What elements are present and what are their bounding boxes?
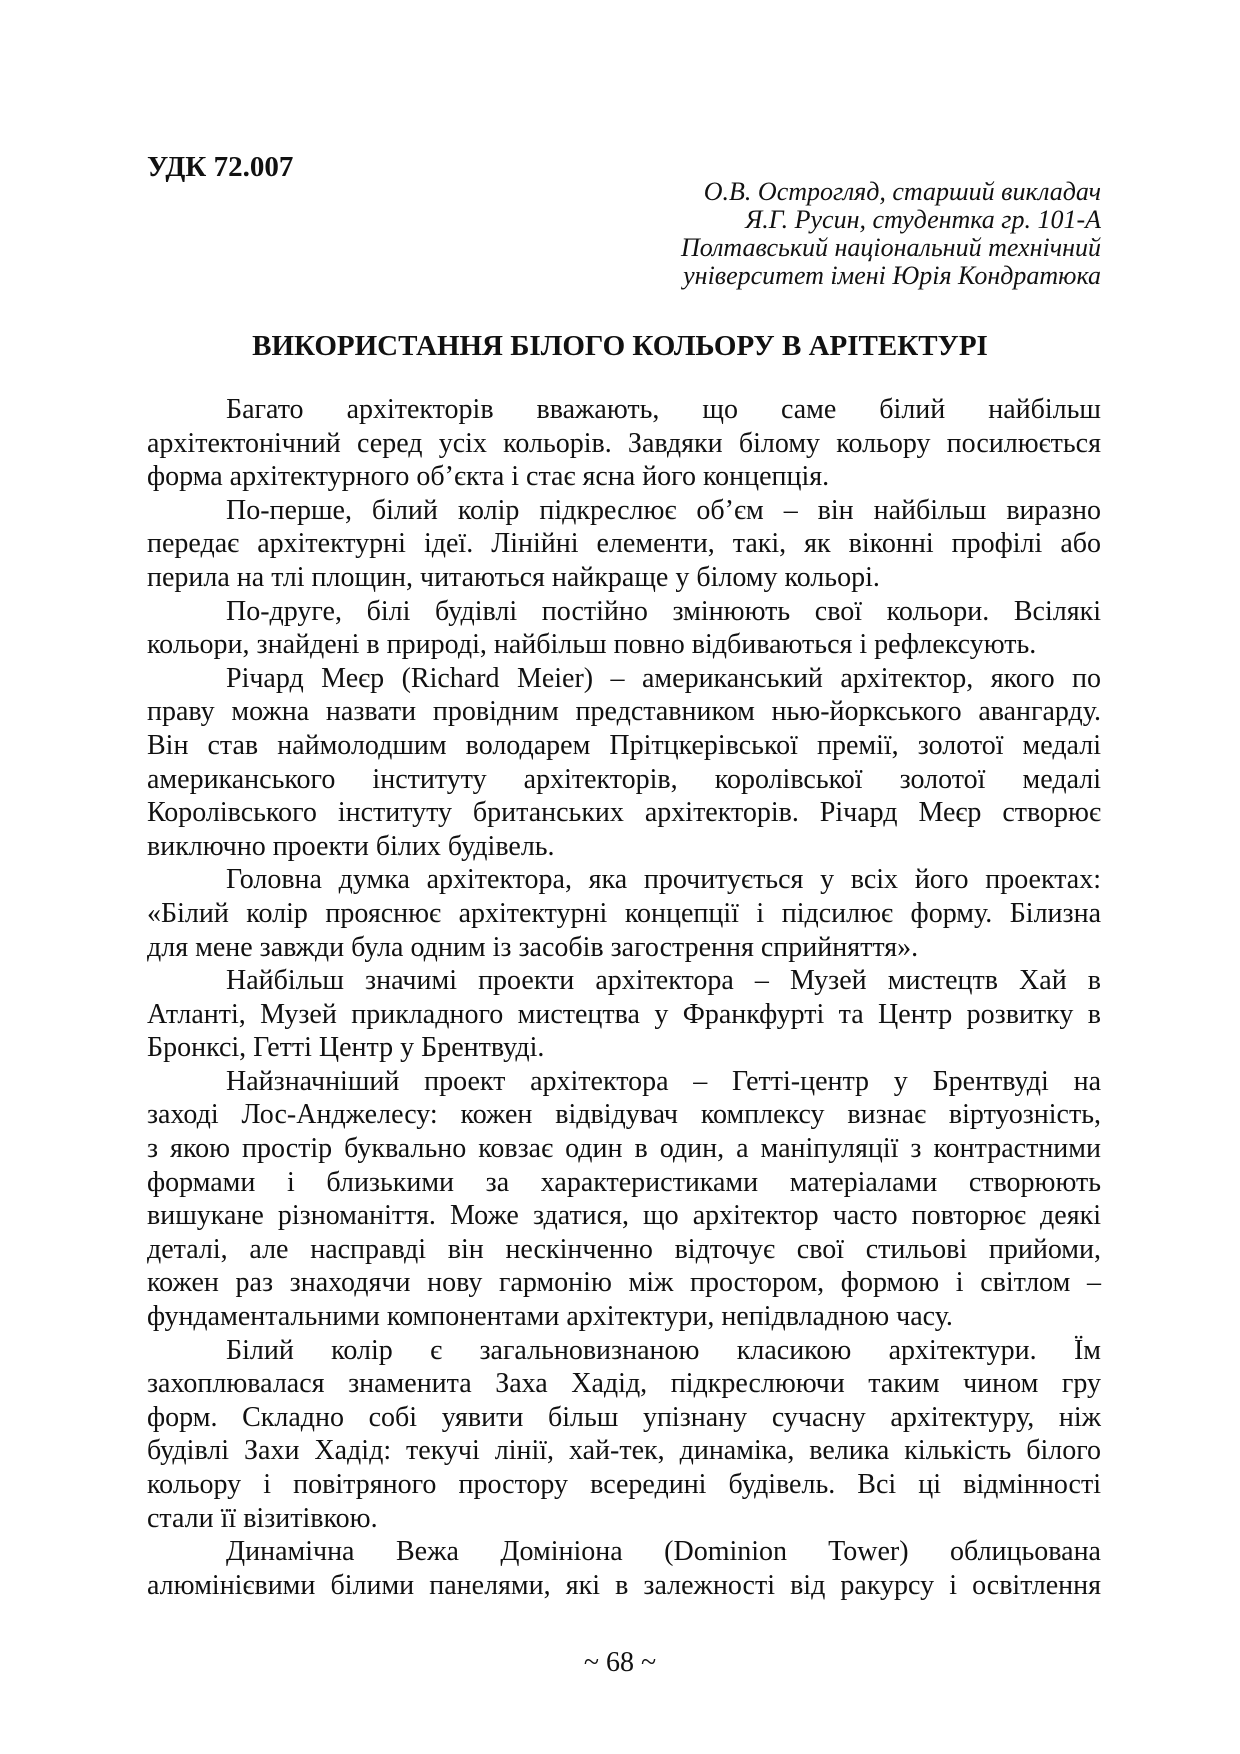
text-line: форма архітектурного об’єкта і стає ясна його концепція.: [147, 461, 830, 493]
text-line: Головна думка архітектора, яка прочитується у всіх його проектах:: [226, 864, 1101, 896]
text-line: перила на тлі площин, читаються найкраще у білому кольорі.: [147, 561, 880, 593]
paragraph: [147, 863, 1101, 964]
author-block: [681, 178, 1101, 290]
article-body: [147, 393, 1101, 1602]
text-line: Атланті, Музей прикладного мистецтва у Франкфурті та Центр розвитку в: [147, 998, 1101, 1030]
affiliation-line: Полтавський національний технічний: [680, 233, 1101, 262]
text-line: Динамічна Вежа Домініона (Dominion Tower) облицьована: [226, 1536, 1101, 1568]
text-line: стали її візитівкою.: [147, 1502, 378, 1534]
paragraph: [147, 595, 1101, 662]
author-line: О.В. Острогляд, старший викладач: [703, 177, 1101, 206]
text-line: формами і близькими за характеристиками матеріалами створюють: [147, 1166, 1101, 1198]
paragraph: [147, 393, 1101, 494]
text-line: вишукане різноманіття. Може здатися, що архітектор часто повторює деякі: [147, 1200, 1101, 1232]
paragraph: [147, 964, 1101, 1065]
text-line: Найзначніший проект архітектора – Гетті-центр у Брентвуді на: [226, 1065, 1101, 1097]
text-line: захоплювалася знаменита Заха Хадід, підкреслюючи таким чином гру: [147, 1368, 1101, 1400]
text-line: кольори, знайдені в природі, найбільш повно відбиваються і рефлексують.: [147, 629, 1037, 661]
text-line: форм. Складно собі уявити більш упізнану сучасну архітектуру, ніж: [147, 1401, 1101, 1433]
text-line: архітектонічний серед усіх кольорів. Завдяки білому кольору посилюється: [147, 427, 1101, 459]
text-line: праву можна назвати провідним представником нью-йоркського авангарду.: [147, 696, 1101, 728]
text-line: передає архітектурні ідеї. Лінійні елементи, такі, як віконні профілі або: [147, 528, 1101, 560]
text-line: «Білий колір прояснює архітектурні концепції і підсилює форму. Білизна: [147, 897, 1101, 929]
text-line: Білий колір є загальновизнаною класикою архітектури. Їм: [226, 1334, 1101, 1366]
paragraph: [147, 1535, 1101, 1602]
text-line: Він став наймолодшим володарем Прітцкерівської премії, золотої медалі: [147, 729, 1101, 761]
text-line: виключно проекти білих будівель.: [147, 830, 555, 862]
text-line: Королівського інституту британських архітекторів. Річард Меєр створює: [147, 797, 1101, 829]
udc-code: УДК 72.007: [147, 151, 294, 183]
paragraph: [147, 1334, 1101, 1536]
paragraph: [147, 494, 1101, 595]
text-line: деталі, але насправді він нескінченно відточує свої стильові прийоми,: [147, 1233, 1101, 1265]
article-title: ВИКОРИСТАННЯ БІЛОГО КОЛЬОРУ В АРІТЕКТУРІ: [252, 330, 988, 362]
text-line: кольору і повітряного простору всередині будівель. Всі ці відмінності: [147, 1469, 1101, 1500]
page-number: ~ 68 ~: [583, 1647, 657, 1678]
text-line: фундаментальними компонентами архітектури, непідвладною часу.: [147, 1301, 953, 1333]
text-line: будівлі Захи Хадід: текучі лінії, хай-тек, динаміка, велика кількість білого: [147, 1435, 1101, 1467]
author-line: Я.Г. Русин, студентка гр. 101-А: [745, 205, 1101, 234]
text-line: Багато архітекторів вважають, що саме білий найбільш: [226, 394, 1101, 425]
paragraph: [147, 1065, 1101, 1334]
text-line: По-перше, білий колір підкреслює об’єм – він найбільш виразно: [226, 494, 1101, 526]
paragraph: [147, 662, 1101, 864]
text-line: для мене завжди була одним із засобів загострення сприйняття».: [147, 931, 919, 963]
text-line: Річард Меєр (Richard Meier) – американський архітектор, якого по: [226, 662, 1101, 694]
text-line: з якою простір буквально ковзає один в один, а маніпуляції з контрастними: [147, 1133, 1101, 1165]
text-line: Бронксі, Гетті Центр у Брентвуді.: [147, 1032, 545, 1064]
text-line: Найбільш значимі проекти архітектора – Музей мистецтв Хай в: [226, 965, 1101, 997]
text-line: заході Лос-Анджелесу: кожен відвідувач комплексу визнає віртуозність,: [147, 1099, 1101, 1131]
text-line: кожен раз знаходячи нову гармонію між простором, формою і світлом –: [147, 1267, 1101, 1299]
text-line: По-друге, білі будівлі постійно змінюють свої кольори. Всілякі: [226, 595, 1101, 627]
text-line: алюмінієвими білими панелями, які в залежності від ракурсу і освітлення: [147, 1569, 1101, 1601]
affiliation-line: університет імені Юрія Кондратюка: [683, 261, 1101, 290]
text-line: американського інституту архітекторів, королівської золотої медалі: [147, 763, 1101, 795]
